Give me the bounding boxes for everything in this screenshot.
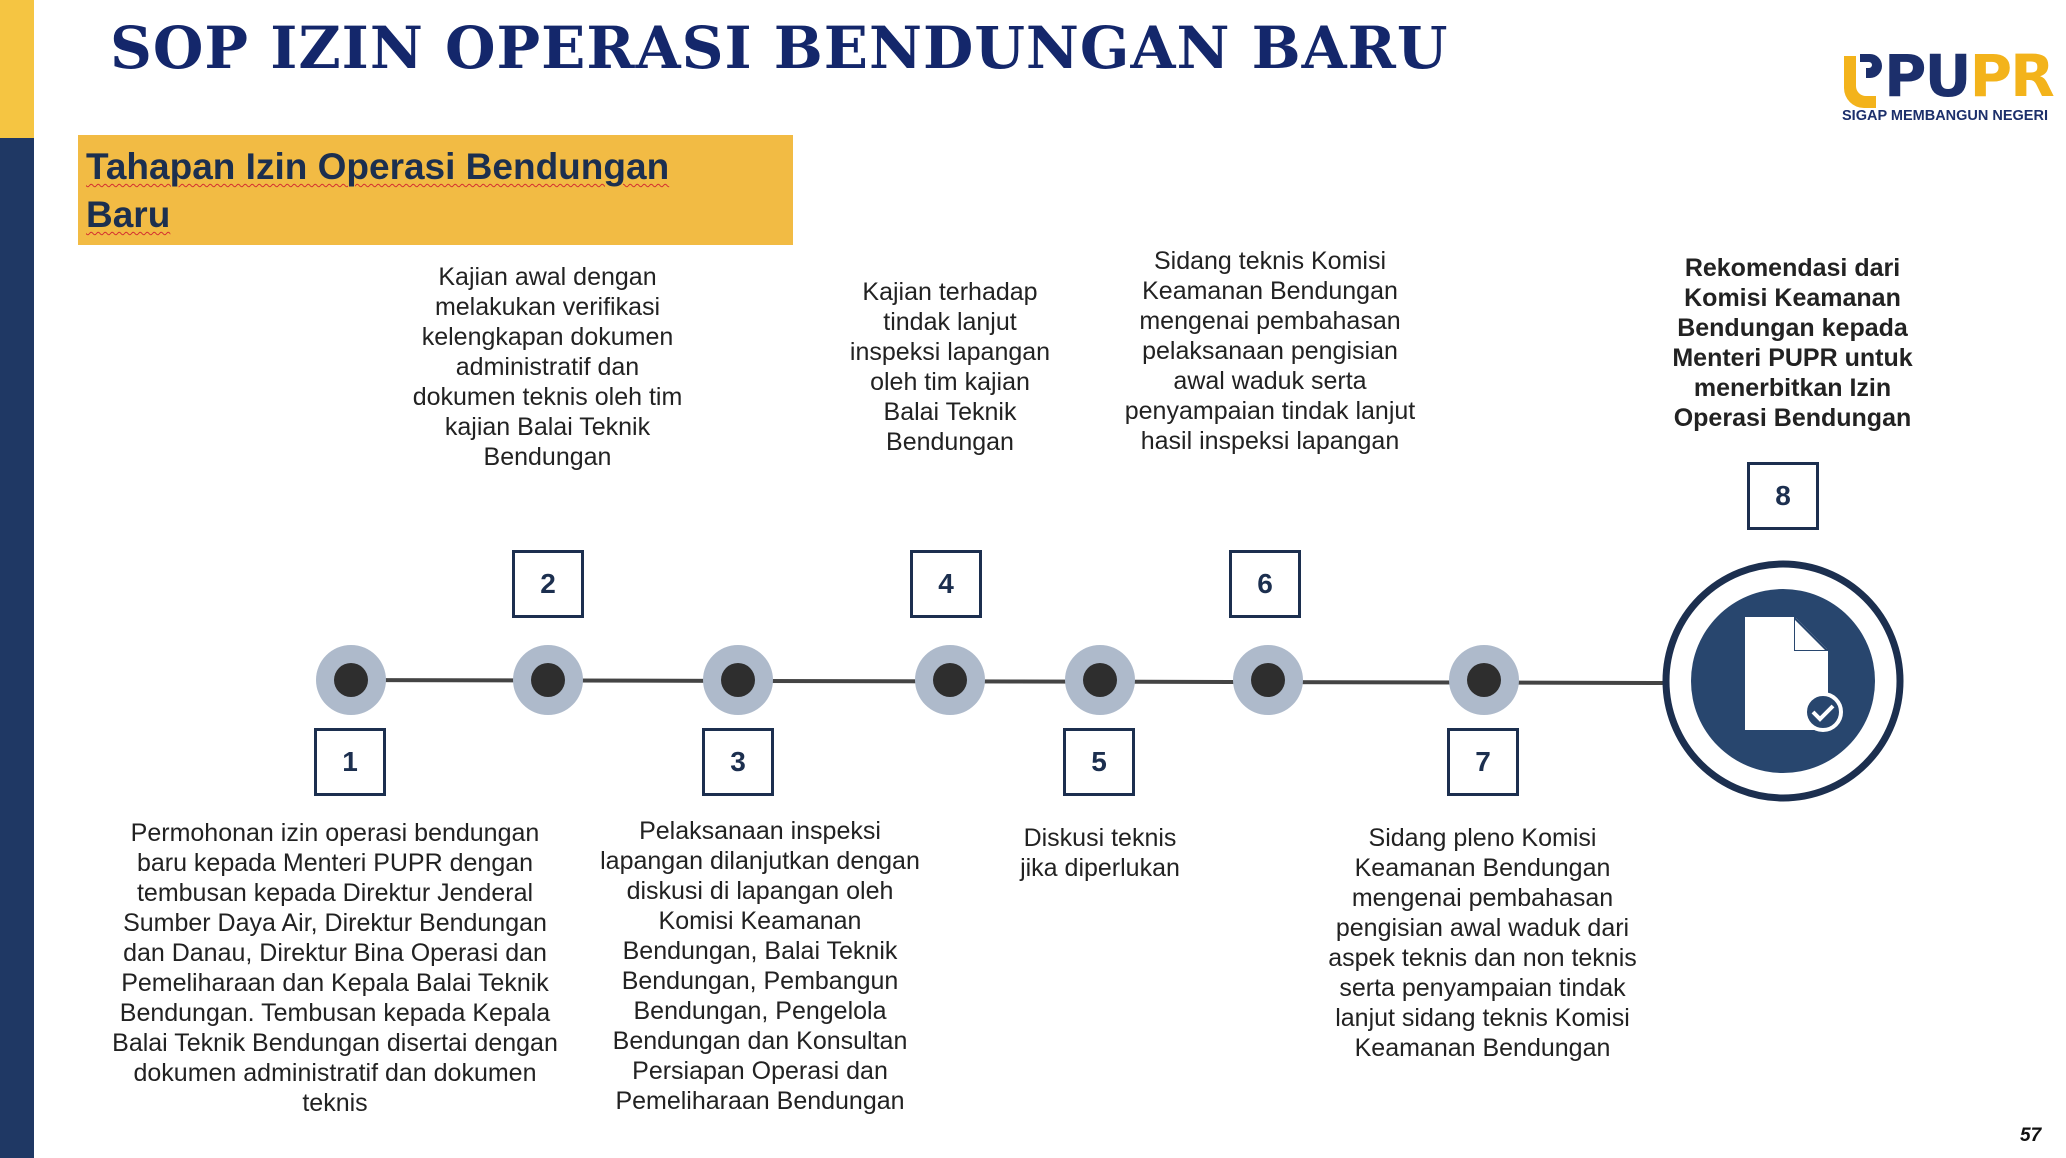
timeline-node-7 (1449, 645, 1519, 715)
logo-tagline: SIGAP MEMBANGUN NEGERI (1842, 108, 2048, 124)
step-number-2: 2 (512, 550, 584, 618)
step-number-6: 6 (1229, 550, 1301, 618)
subtitle: Tahapan Izin Operasi Bendungan Baru (86, 146, 670, 235)
logo-pr-text: PR (1969, 42, 2053, 110)
step-3-description: Pelaksanaan inspeksi lapangan dilanjutkan dengan diskusi di lapangan oleh Komisi Keamanan Bendungan, Balai Teknik Bendungan, Pembangun Bendungan, Pengelola Bendungan dan Konsultan Persiapan Operasi dan Pemeliharaan Bendungan (600, 817, 920, 1115)
step-7-description: Sidang pleno Komisi Keamanan Bendungan mengenai pembahasan pengisian awal waduk dari aspek teknis dan non teknis serta penyampaian tindak lanjut sidang teknis Komisi Keamanan Bendungan (1328, 824, 1637, 1062)
step-6-description: Sidang teknis Komisi Keamanan Bendungan mengenai pembahasan pelaksanaan pengisian awal waduk serta penyampaian tindak lanjut hasil inspeksi lapangan (1124, 247, 1416, 455)
step-number-1: 1 (314, 728, 386, 796)
timeline-node-4 (915, 645, 985, 715)
step-2-description: Kajian awal dengan melakukan verifikasi kelengkapan dokumen administratif dan dokumen teknis oleh tim kajian Balai Teknik Bendungan (412, 263, 683, 471)
step-1-description: Permohonan izin operasi bendungan baru kepada Menteri PUPR dengan tembusan kepada Direktur Jenderal Sumber Daya Air, Direktur Bendungan dan Danau, Direktur Bina Operasi dan Pemeliharaan dan Kepala Balai Teknik Bendungan. Tembusan kepada Kepala Balai Teknik Bendungan disertai dengan dokumen administratif dan dokumen teknis (112, 819, 558, 1117)
step-4-description: Kajian terhadap tindak lanjut inspeksi lapangan oleh tim kajian Balai Teknik Bendungan (849, 278, 1051, 456)
timeline-node-6 (1233, 645, 1303, 715)
step-8-description: Rekomendasi dari Komisi Keamanan Bendungan kepada Menteri PUPR untuk menerbitkan Izin Operasi Bendungan (1672, 254, 1913, 432)
step-number-7: 7 (1447, 728, 1519, 796)
step-number-4: 4 (910, 550, 982, 618)
timeline-node-1 (316, 645, 386, 715)
page-title: SOP IZIN OPERASI BENDUNGAN BARU (110, 14, 1449, 82)
step-5-description: Diskusi teknis jika diperlukan (1020, 824, 1180, 882)
timeline-node-5 (1065, 645, 1135, 715)
step-number-5: 5 (1063, 728, 1135, 796)
timeline-node-3 (703, 645, 773, 715)
logo-pu-text: PU (1884, 42, 1970, 110)
timeline-node-2 (513, 645, 583, 715)
page-number: 57 (2020, 1125, 2042, 1146)
step-number-3: 3 (702, 728, 774, 796)
step-number-8: 8 (1747, 462, 1819, 530)
